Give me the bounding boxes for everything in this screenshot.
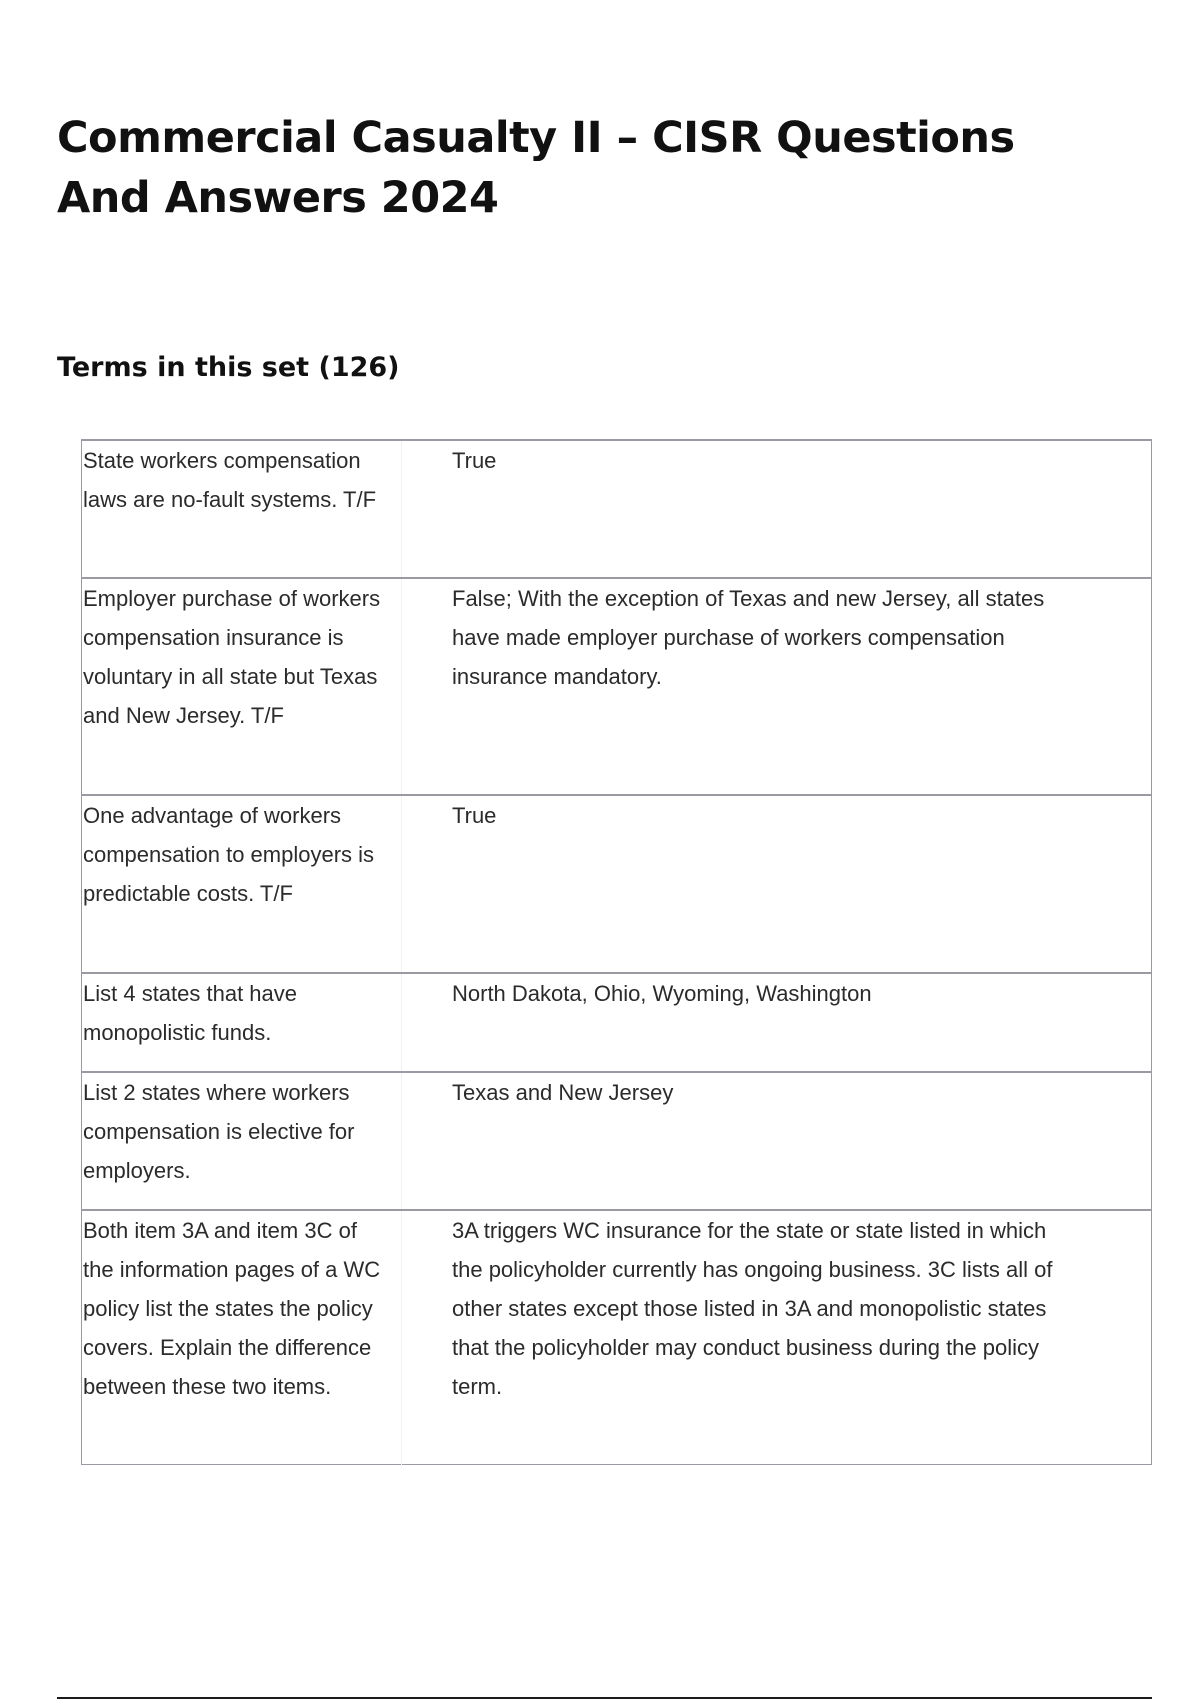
definition-text: False; With the exception of Texas and new Jersey, all states have made employer purchase of workers compensation insurance mandatory. [402, 578, 1152, 795]
term-text: Both item 3A and item 3C of the information pages of a WC policy list the states the policy covers. Explain the difference between these two items. [82, 1210, 402, 1465]
term-text: List 2 states where workers compensation is elective for employers. [82, 1072, 402, 1210]
term-text: Employer purchase of workers compensation insurance is voluntary in all state but Texas and New Jersey. T/F [82, 578, 402, 795]
definition-text: Texas and New Jersey [402, 1072, 1152, 1210]
definition-text: True [402, 440, 1152, 578]
term-row [82, 440, 1152, 578]
page-title: Commercial Casualty II – CISR Questions And Answers 2024 [57, 113, 1015, 223]
terms-table [81, 439, 1152, 1465]
terms-count-heading: Terms in this set (126) [57, 352, 400, 383]
term-row [82, 973, 1152, 1072]
term-row [82, 1072, 1152, 1210]
term-row [82, 795, 1152, 973]
term-text: State workers compensation laws are no-fault systems. T/F [82, 440, 402, 578]
term-text: One advantage of workers compensation to employers is predictable costs. T/F [82, 795, 402, 973]
definition-text: North Dakota, Ohio, Wyoming, Washington [402, 973, 1152, 1072]
footer-divider [57, 1697, 1152, 1699]
term-row [82, 1210, 1152, 1465]
definition-text: 3A triggers WC insurance for the state or state listed in which the policyholder currently has ongoing business. 3C lists all of other states except those listed in 3A and monopolistic states that the policyholder may conduct business during the policy term. [402, 1210, 1152, 1465]
definition-text: True [402, 795, 1152, 973]
term-text: List 4 states that have monopolistic funds. [82, 973, 402, 1072]
term-row [82, 578, 1152, 795]
